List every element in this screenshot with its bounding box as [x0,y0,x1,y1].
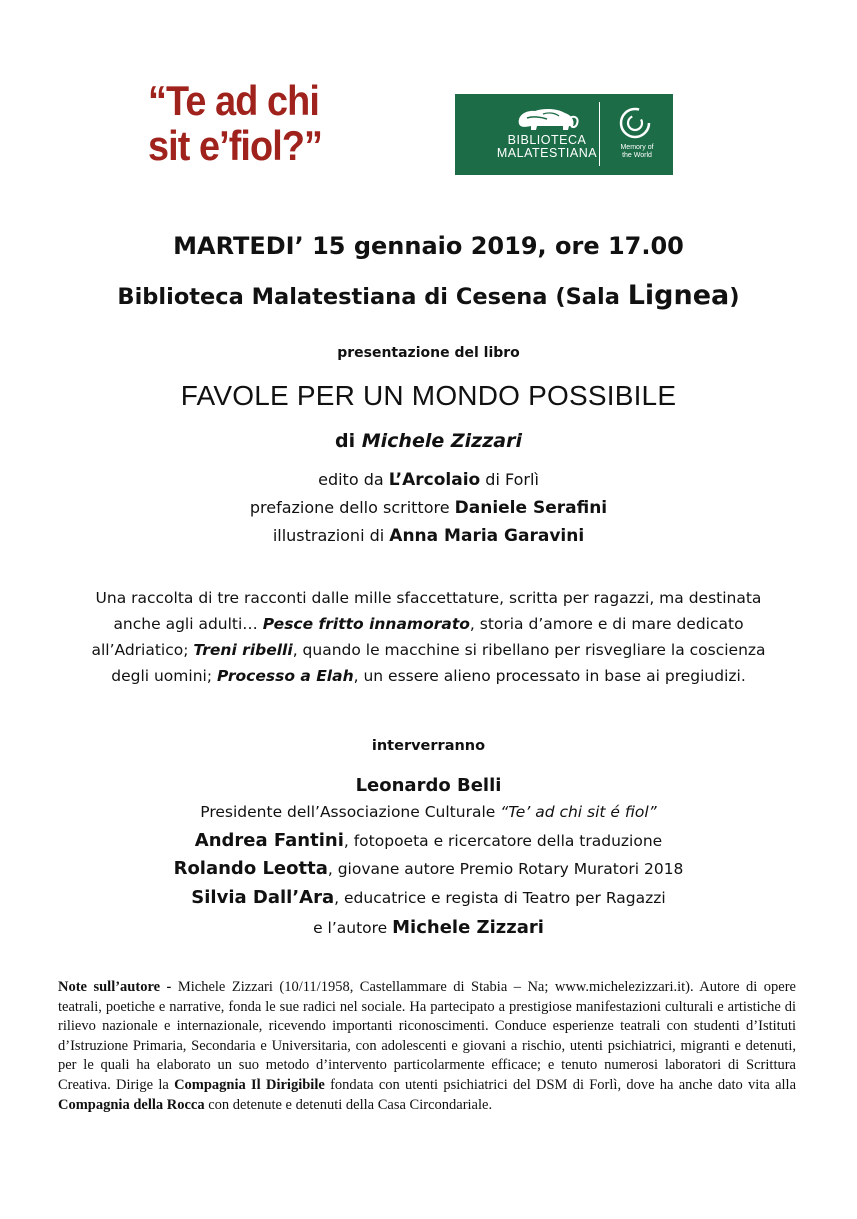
memory-of-the-world-label [606,144,668,160]
publisher-prefix: edito da [318,470,389,489]
speaker-5 [0,917,857,938]
author-name: Michele Zizzari [361,430,522,452]
company-il-dirigibile: Compagnia Il Dirigibile [174,1076,325,1093]
preface-line [0,498,857,518]
speaker-1-name-text: Leonardo Belli [355,775,502,796]
notes-label: Note sull’autore - [58,979,172,995]
description-part-2: , storia d’amore e di mare dedicato all’Adriatico; [91,615,744,659]
speakers-heading: interverranno [371,738,486,754]
illustrations-prefix: illustrazioni di [272,526,390,545]
book-author [0,430,857,452]
book-title: FAVOLE PER UN MONDO POSSIBILE [180,380,677,411]
mow-line-1: Memory of [620,144,654,151]
notes-text-1: Michele Zizzari (10/11/1958, Castellammare di Stabia – Na; www.michelezizzari.it). Autore di opere teatrali, poetiche e narrative, fonda le sue radici nel sociale. Ha partecipato a prestigiose manifestazioni culturali e artistiche di rilievo nazionale e internazionale, ricevendo importanti riconoscimenti. Conduce esperienze teatrali con studenti d’Istituti d’Istruzione Primaria, Secondaria e Universitaria, con adolescenti e giovani a rischio, utenti psichiatrici, migranti e detenuti, per le quali ha elaborato un suo metodo d’intervento particolarmente efficace; e tenuto numerosi laboratori di Scrittura Creativa. Dirige la [58,979,796,1093]
author-prefix: di [335,430,362,452]
illustrations-line [0,526,857,546]
preface-author: Daniele Serafini [454,498,608,518]
description-part-3: , quando le macchine si ribellano per risvegliare la coscienza degli uomini; [111,641,766,685]
logo-line-1: “Te ad chi [148,77,319,124]
publisher-line [0,470,857,490]
speaker-2-name: Andrea Fantini [194,830,344,851]
speaker-2-role: , fotopoeta e ricercatore della traduzione [343,832,663,850]
speaker-5-name: Michele Zizzari [392,917,544,938]
speaker-4 [0,887,857,908]
event-logo-title [148,78,355,168]
logo-divider [599,102,600,166]
speaker-3-role: , giovane autore Premio Rotary Muratori 2018 [327,860,684,878]
speaker-4-role: , educatrice e regista di Teatro per Ragazzi [334,889,666,907]
publisher-name: L’Arcolaio [388,470,481,490]
venue-suffix: ) [729,284,740,310]
company-della-rocca: Compagnia della Rocca [58,1096,205,1113]
speaker-1-role-prefix: Presidente dell’Associazione Culturale [200,803,501,821]
speaker-2 [0,830,857,851]
presentation-label: presentazione del libro [337,345,520,361]
speaker-1-name [0,775,857,796]
story-title-3: Processo a Elah [216,667,354,685]
author-notes [58,978,796,1115]
illustrator-name: Anna Maria Garavini [389,526,585,546]
elephant-icon [513,106,585,132]
event-date: MARTEDI’ 15 gennaio 2019, ore 17.00 [173,232,684,260]
notes-text-3: con detenute e detenuti della Casa Circondariale. [204,1096,493,1113]
memory-of-the-world-icon [615,104,655,142]
venue-prefix: Biblioteca Malatestiana di Cesena (Sala [117,284,628,310]
biblioteca-name [477,134,617,160]
story-title-2: Treni ribelli [193,641,293,659]
speaker-3-name: Rolando Leotta [173,858,328,879]
notes-text-2: fondata con utenti psichiatrici del DSM di Forlì, dove ha anche dato vita alla [324,1076,797,1093]
speaker-3 [0,858,857,879]
publisher-suffix: di Forlì [480,470,539,489]
preface-prefix: prefazione dello scrittore [249,498,455,517]
venue-room: Lignea [627,280,730,311]
biblioteca-malatestiana-logo [455,94,673,175]
mow-line-2: the World [622,152,652,159]
speaker-5-prefix: e l’autore [313,919,393,937]
story-title-1: Pesce fritto innamorato [262,615,470,633]
speaker-1-association: “Te’ ad chi sit é fiol” [500,803,657,821]
event-venue [0,280,857,311]
biblioteca-name-line-1: BIBLIOTECA [507,133,587,147]
description-part-4: , un essere alieno processato in base ai pregiudizi. [353,667,746,685]
description-part-1: Una raccolta di tre racconti dalle mille sfaccettature, scritta per ragazzi, ma destinata anche agli adulti… [95,589,762,633]
speaker-4-name: Silvia Dall’Ara [191,887,335,908]
biblioteca-name-line-2: MALATESTIANA [496,146,598,160]
book-description [80,585,777,689]
logo-line-2: sit e’fiol?” [148,122,323,169]
speaker-1-role [0,803,857,821]
